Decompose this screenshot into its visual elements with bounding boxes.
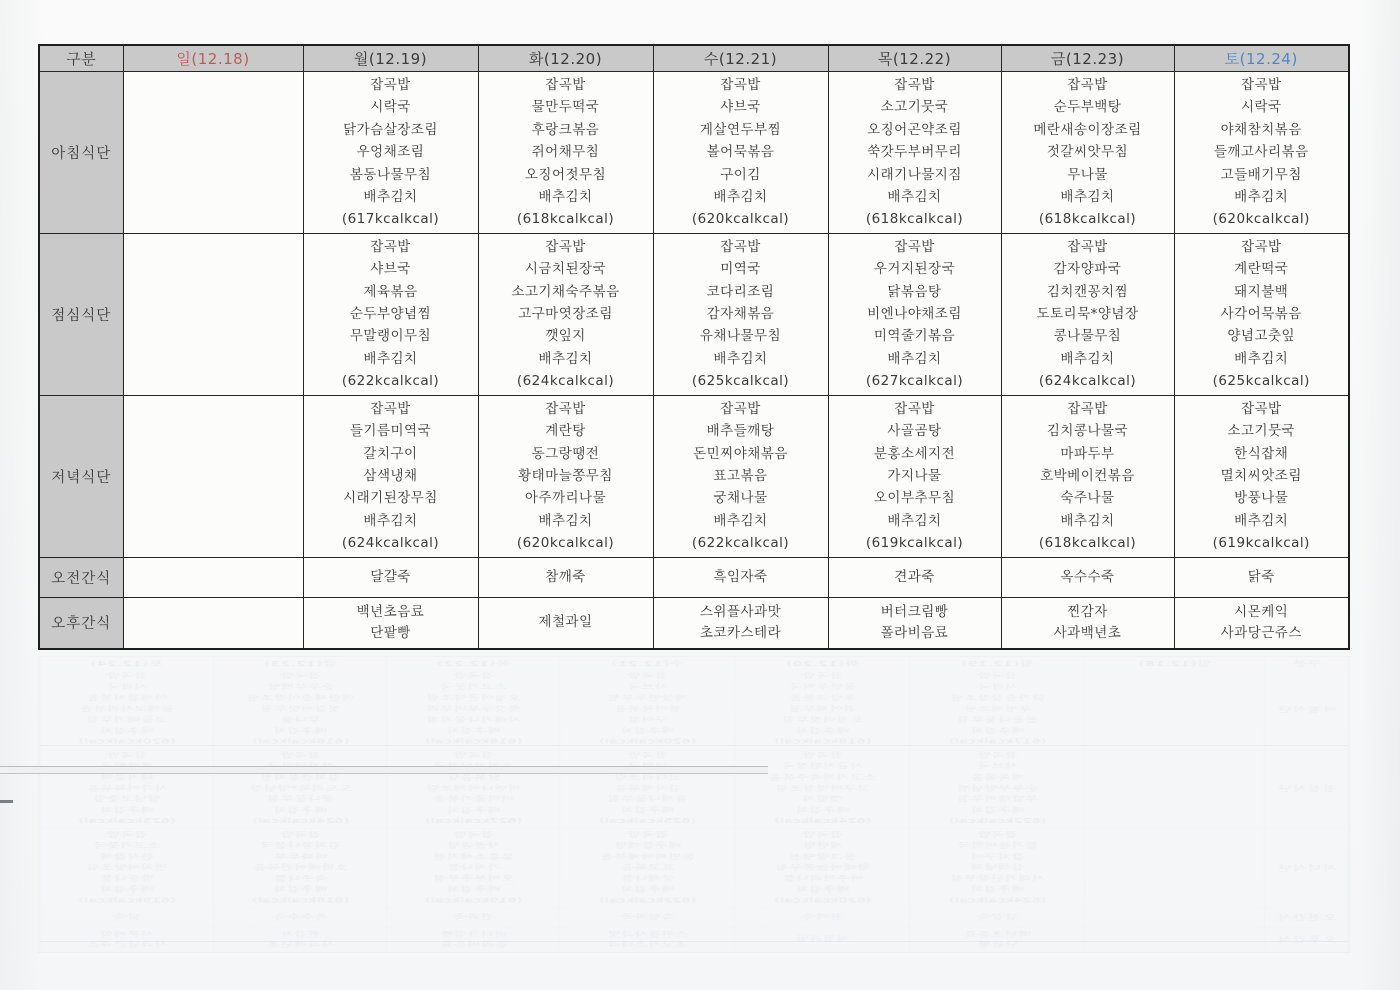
menu-item: 잡곡밥: [370, 238, 411, 255]
menu-item: 깻잎지: [545, 328, 586, 345]
menu-item: 잡곡밥: [894, 77, 935, 93]
menu-cell: [303, 233, 478, 395]
menu-item: 황태마늘쫑무침: [518, 467, 613, 484]
menu-item: 유채나물무침: [699, 328, 782, 345]
menu-cell: [1001, 557, 1174, 597]
day-header-4: 목(12.22): [828, 45, 1001, 72]
menu-cell: [303, 597, 478, 649]
menu-item: 닭볶음탕: [887, 283, 942, 300]
menu-cell: [653, 72, 828, 234]
menu-item: 배추김치: [1234, 512, 1289, 529]
menu-cell: [478, 395, 653, 557]
menu-item: 사과당근쥬스: [1220, 624, 1302, 641]
menu-item: 배추김치: [713, 350, 768, 367]
menu-item: 소고기뭇국: [880, 99, 949, 116]
row-label: 오후간식: [39, 597, 123, 649]
menu-item: 봄동나물무침: [349, 166, 432, 183]
menu-item: 우엉채조림: [356, 144, 425, 161]
menu-item: 잡곡밥: [720, 77, 761, 93]
menu-cell: [1174, 72, 1349, 234]
menu-item: 찐감자: [1067, 603, 1108, 620]
day-header-6: 토(12.24): [1174, 45, 1349, 72]
menu-cell: [1174, 597, 1349, 649]
menu-item: 야채참치볶음: [1220, 121, 1302, 138]
menu-item: 시몬케익: [1234, 603, 1289, 620]
menu-cell: [828, 395, 1001, 557]
menu-cell: [1174, 233, 1349, 395]
menu-item: 콩나물무침: [1053, 328, 1122, 345]
menu-item: 단팥빵: [370, 624, 411, 641]
menu-cell: [123, 395, 303, 557]
menu-item: 흑임자죽: [713, 568, 768, 585]
menu-item: 잡곡밥: [1240, 77, 1282, 93]
menu-item: 동그랑땡전: [531, 445, 600, 462]
menu-item: 배추김치: [713, 189, 768, 206]
menu-item: 방풍나물: [1234, 490, 1289, 507]
menu-item: 배추김치: [713, 512, 768, 529]
menu-item: 계란탕: [545, 423, 586, 440]
menu-item: (617kcalkcal): [341, 211, 440, 228]
menu-item: (618kcalkcal): [1038, 535, 1137, 552]
menu-item: 제철과일: [538, 614, 593, 631]
menu-item: 배추김치: [363, 350, 418, 367]
menu-item: (624kcalkcal): [1038, 373, 1137, 390]
menu-item: (618kcalkcal): [865, 211, 964, 228]
menu-item: 닭죽: [1247, 568, 1275, 585]
menu-item: 배추들깨탕: [706, 423, 775, 440]
day-header-5: 금(12.23): [1001, 45, 1174, 72]
menu-cell: [303, 72, 478, 234]
menu-item: 배추김치: [538, 512, 593, 529]
menu-item: 고들배기무침: [1220, 166, 1302, 183]
menu-item: 배추김치: [538, 189, 593, 206]
menu-item: 스위플사과맛: [699, 603, 782, 620]
menu-item: 배추김치: [538, 350, 593, 367]
menu-cell: [828, 233, 1001, 395]
menu-item: 볼어묵볶음: [706, 144, 775, 161]
page-bleedthrough: 구분 일(12.18) 월(12.19) 화(12.20) 수(12.21) 목(12.22) 금(12.23) 토(12.24) 아침식단 잡곡밥 시락국 닭가슴살장조림 우엉채조림 봄동나물무침 배추김치 (617kcalkcal) 잡곡밥 물만두떡국 후랑크볶음 쥐어채무침 오징어젓무침 배추김치 (618kcalkcal) 잡곡밥 샤브국 게살연두부찜 볼어묵볶음 구이김 배추김치 (620kcalkcal) 잡곡밥 소고기뭇국 오징어곤약조림 쑥갓두부버무리 시래기나물지짐 배추김치 (618kcalkcal) 잡곡밥 순두부백탕 메란새송이장조림 젓갈씨앗무침 무나물 배추김치 (618kcalkcal) 잡곡밥 시락국 야채참치볶음 들깨고사리볶음 고들배기무침 배추김치 (620kcalkcal) 점심식단 잡곡밥 샤브국 제육볶음 순두부양념찜 무말랭이무침 배추김치 (622kcalkcal) 잡곡밥 시금치된장국 소고기채숙주볶음 고구마엿장조림 깻잎지 배추김치 (624kcalkcal) 잡곡밥 코다리조림 감자채볶음 유채나물무침 배추김치 (625kcalkcal) 잡곡밥 닭볶음탕 비엔나야채조림 미역줄기볶음 배추김치 (627kcalkcal) 잡곡밥 김치캔꽁치찜 도토리묵*양념장 콩나물무침 배추김치 (624kcalkcal) 잡곡밥 돼지불백 사각어묵볶음 양념고춧잎 배추김치 (625kcalkcal) 저녁식단 잡곡밥 들기름미역국 갈치구이 삼색냉채 시래기된장무침 배추김치 (624kcalkcal) 잡곡밥 계란탕 동그랑땡전 황태마늘쫑무침 아주까리나물 배추김치 (620kcalkcal) 잡곡밥 배추들깨탕 돈민찌야채볶음 표고볶음 궁채나물 배추김치 (622kcalkcal) 잡곡밥 사골곰탕 분홍소세지전 가지나물 오이부추무침 배추김치 (619kcalkcal) 잡곡밥 김치콩나물국 마파두부 호박베이컨볶음 숙주나물 배추김치 (618kcalkcal) 잡곡밥 소고기뭇국 한식잡채 멸치씨앗조림 방풍나물 배추김치 (619kcalkcal) 오전간식 달걀죽 참깨죽 흑임자죽 견과죽 옥수수죽 닭죽 오후간식 백년초음료 단팥빵 제철과일 스위플사과맛 초코카스테라 버터크림빵 폴라비음료 찐감자 사과백년초 시몬케익 사과당근쥬스: [38, 656, 1350, 953]
menu-item: 샤브국: [370, 261, 411, 278]
menu-item: 잡곡밥: [894, 400, 935, 417]
scanner-artifact-dash: [0, 800, 13, 803]
menu-item: 잡곡밥: [1067, 400, 1108, 417]
menu-item: 잡곡밥: [1067, 77, 1108, 93]
menu-item: 순두부백탕: [1053, 99, 1122, 116]
menu-item: 폴라비음료: [880, 624, 949, 641]
menu-item: 배추김치: [1234, 350, 1289, 367]
menu-item: 무말랭이무침: [349, 328, 432, 345]
menu-item: (627kcalkcal): [865, 373, 964, 390]
menu-item: 제육볶음: [363, 283, 418, 300]
table-row-점심식단: [39, 233, 1349, 395]
menu-cell: [123, 72, 303, 234]
day-header-1: 월(12.19): [303, 45, 478, 72]
day-header-0: 일(12.18): [123, 45, 303, 72]
menu-item: 삼색냉채: [363, 467, 418, 484]
menu-item: (620kcalkcal): [691, 211, 790, 228]
menu-item: 계란떡국: [1234, 261, 1289, 278]
menu-item: 마파두부: [1060, 445, 1115, 462]
menu-item: 배추김치: [1060, 189, 1115, 206]
menu-item: 시락국: [370, 99, 411, 116]
menu-cell: [478, 557, 653, 597]
menu-item: (620kcalkcal): [516, 535, 615, 552]
menu-item: 사각어묵볶음: [1220, 306, 1302, 323]
menu-item: 분홍소세지전: [873, 445, 956, 462]
menu-item: 가지나물: [887, 467, 942, 484]
menu-cell: [653, 395, 828, 557]
menu-item: 잡곡밥: [894, 238, 935, 255]
menu-item: 배추김치: [363, 512, 418, 529]
bleedthrough-gridline: [40, 941, 1348, 942]
menu-item: (618kcalkcal): [1038, 211, 1137, 228]
menu-cell: [478, 597, 653, 649]
row-label: 오전간식: [39, 557, 123, 597]
menu-item: 사골곰탕: [887, 423, 942, 440]
menu-item: 달걀죽: [370, 568, 411, 585]
menu-item: (622kcalkcal): [341, 373, 440, 390]
table-row-오후간식: [39, 597, 1349, 649]
menu-item: 우거지된장국: [873, 261, 956, 278]
menu-item: 들깨고사리볶음: [1213, 144, 1309, 161]
menu-item: 배추김치: [1234, 189, 1289, 206]
menu-item: 잡곡밥: [1240, 400, 1282, 417]
menu-cell: [828, 597, 1001, 649]
menu-item: 게살연두부찜: [699, 121, 782, 138]
menu-item: 미역줄기볶음: [873, 328, 956, 345]
menu-item: 표고볶음: [713, 467, 768, 484]
menu-item: 시락국: [1240, 99, 1282, 116]
menu-cell: [303, 557, 478, 597]
row-label: 아침식단: [39, 72, 123, 234]
menu-item: 김치캔꽁치찜: [1046, 283, 1129, 300]
menu-item: 쥐어채무침: [531, 144, 600, 161]
menu-cell: [123, 597, 303, 649]
menu-item: 사과백년초: [1053, 624, 1122, 641]
menu-item: 젓갈씨앗무침: [1046, 144, 1129, 161]
menu-item: 잡곡밥: [545, 238, 586, 255]
menu-item: (622kcalkcal): [691, 535, 790, 552]
menu-item: 백년초음료: [356, 603, 425, 620]
menu-item: 배추김치: [1060, 350, 1115, 367]
menu-item: 잡곡밥: [545, 400, 586, 417]
meal-plan-table: [38, 44, 1350, 650]
table-row-저녁식단: [39, 395, 1349, 557]
menu-item: 숙주나물: [1060, 490, 1115, 507]
menu-item: 오징어곤약조림: [867, 121, 962, 138]
row-label: 저녁식단: [39, 395, 123, 557]
menu-item: 쑥갓두부버무리: [867, 144, 962, 161]
menu-item: 돼지불백: [1234, 283, 1289, 300]
menu-item: 아주까리나물: [524, 490, 607, 507]
menu-item: (619kcalkcal): [865, 535, 964, 552]
menu-item: 잡곡밥: [545, 77, 586, 93]
menu-cell: [1001, 72, 1174, 234]
menu-item: 잡곡밥: [370, 77, 411, 93]
menu-item: 버터크림빵: [880, 603, 949, 620]
menu-item: 잡곡밥: [370, 400, 411, 417]
meal-plan-table-wrap: [38, 44, 1350, 650]
menu-item: 순두부양념찜: [349, 306, 432, 323]
day-header-2: 화(12.20): [478, 45, 653, 72]
menu-item: 오징어젓무침: [524, 166, 607, 183]
menu-cell: [123, 557, 303, 597]
menu-item: (625kcalkcal): [1212, 373, 1310, 390]
menu-cell: [1174, 557, 1349, 597]
menu-item: 배추김치: [363, 189, 418, 206]
menu-item: 고구마엿장조림: [518, 306, 613, 323]
menu-cell: [653, 233, 828, 395]
menu-item: 김치콩나물국: [1046, 423, 1129, 440]
menu-item: 무나물: [1067, 166, 1108, 183]
menu-item: 견과죽: [894, 568, 935, 585]
menu-item: 들기름미역국: [349, 423, 432, 440]
menu-cell: [1001, 597, 1174, 649]
header-row: [39, 45, 1349, 72]
menu-item: (624kcalkcal): [516, 373, 615, 390]
menu-item: 돈민찌야채볶음: [693, 445, 788, 462]
menu-item: 감자양파국: [1053, 261, 1122, 278]
menu-item: 소고기뭇국: [1227, 423, 1296, 440]
menu-item: (625kcalkcal): [691, 373, 790, 390]
menu-item: 시래기된장무침: [343, 490, 438, 507]
menu-cell: [828, 557, 1001, 597]
menu-item: 코다리조림: [706, 283, 775, 300]
menu-item: 갈치구이: [363, 445, 418, 462]
menu-item: 후랑크볶음: [531, 121, 600, 138]
menu-item: 초코카스테라: [699, 624, 782, 641]
menu-item: (618kcalkcal): [516, 211, 615, 228]
menu-item: 잡곡밥: [720, 400, 761, 417]
corner-header: 구분: [39, 45, 123, 72]
menu-cell: [478, 72, 653, 234]
menu-item: 잡곡밥: [1067, 238, 1108, 255]
menu-cell: [478, 233, 653, 395]
menu-item: 배추김치: [887, 189, 942, 206]
menu-item: 샤브국: [720, 99, 761, 116]
menu-cell: [1001, 395, 1174, 557]
table-row-아침식단: [39, 72, 1349, 234]
menu-cell: [1174, 395, 1349, 557]
menu-item: 도토리묵*양념장: [1036, 306, 1139, 323]
menu-item: 메란새송이장조림: [1033, 121, 1142, 138]
menu-item: 양념고춧잎: [1227, 328, 1296, 345]
menu-item: (624kcalkcal): [341, 535, 440, 552]
menu-item: 참깨죽: [545, 568, 586, 585]
menu-cell: [1001, 233, 1174, 395]
menu-item: 멸치씨앗조림: [1220, 467, 1302, 484]
menu-cell: [828, 72, 1001, 234]
menu-item: 미역국: [720, 261, 761, 278]
menu-item: 오이부추무침: [873, 490, 956, 507]
menu-item: 배추김치: [887, 350, 942, 367]
menu-item: 배추김치: [887, 512, 942, 529]
menu-cell: [123, 233, 303, 395]
menu-item: (620kcalkcal): [1212, 211, 1310, 228]
menu-item: 닭가슴살장조림: [343, 121, 438, 138]
menu-item: 물만두떡국: [531, 99, 600, 116]
row-label: 점심식단: [39, 233, 123, 395]
menu-item: 감자채볶음: [706, 306, 775, 323]
menu-cell: [653, 557, 828, 597]
menu-item: (619kcalkcal): [1212, 535, 1310, 552]
menu-item: 호박베이컨볶음: [1040, 467, 1135, 484]
menu-item: 한식잡채: [1234, 445, 1289, 462]
table-row-오전간식: [39, 557, 1349, 597]
menu-item: 소고기채숙주볶음: [511, 283, 620, 300]
menu-item: 궁채나물: [713, 490, 768, 507]
menu-cell: [303, 395, 478, 557]
menu-item: 시래기나물지짐: [867, 166, 962, 183]
menu-item: 잡곡밥: [1240, 238, 1282, 255]
menu-item: 시금치된장국: [524, 261, 607, 278]
day-header-3: 수(12.21): [653, 45, 828, 72]
menu-item: 비엔나야채조림: [867, 306, 962, 323]
menu-item: 옥수수죽: [1060, 568, 1115, 585]
menu-item: 잡곡밥: [720, 238, 761, 255]
menu-item: 배추김치: [1060, 512, 1115, 529]
scanner-artifact-line: [0, 766, 768, 774]
bleedthrough-gridline: [40, 745, 1348, 746]
menu-item: 구이김: [720, 166, 761, 183]
menu-cell: [653, 597, 828, 649]
